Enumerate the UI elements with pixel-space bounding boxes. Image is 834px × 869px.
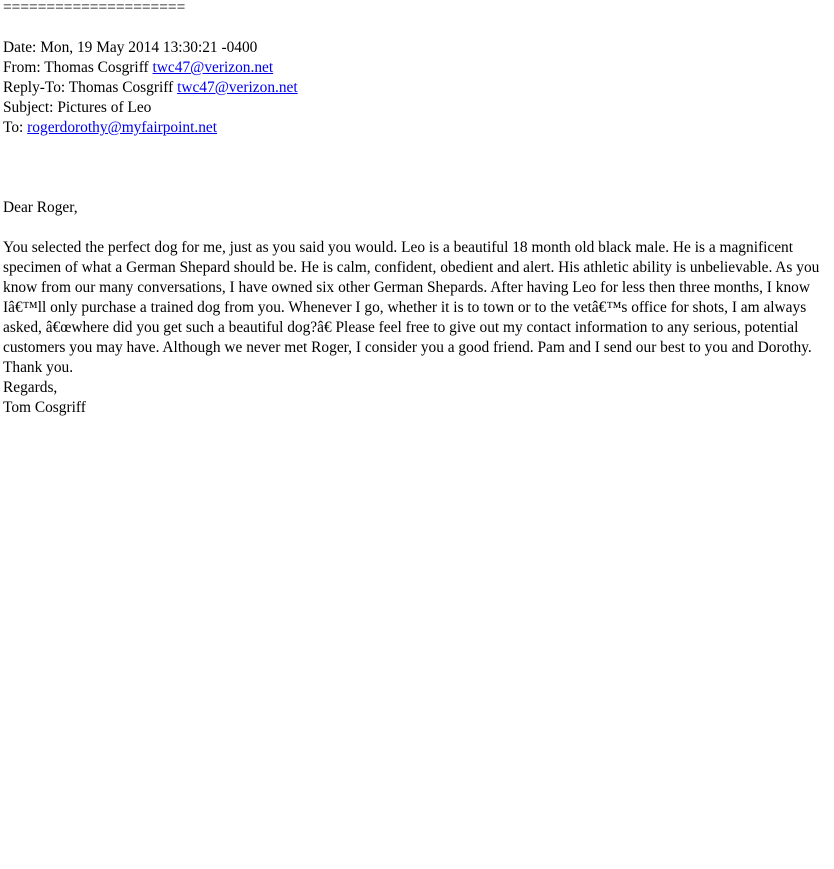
subject-value: Pictures of Leo bbox=[57, 99, 152, 116]
date-label: Date: bbox=[3, 39, 37, 56]
subject-label: Subject: bbox=[3, 99, 54, 116]
thanks-line: Thank you. bbox=[3, 359, 74, 376]
email-body bbox=[3, 198, 830, 418]
email-headers bbox=[3, 38, 830, 138]
separator-line: ===================== bbox=[3, 0, 186, 16]
reply-to-name: Thomas Cosgriff bbox=[68, 79, 174, 96]
from-email-link[interactable]: twc47@verizon.net bbox=[152, 59, 274, 76]
date-value: Mon, 19 May 2014 13:30:21 -0400 bbox=[40, 39, 258, 56]
greeting: Dear Roger, bbox=[3, 199, 78, 216]
from-name: Thomas Cosgriff bbox=[44, 59, 149, 76]
subject-header bbox=[3, 98, 830, 118]
to-label: To: bbox=[3, 119, 24, 136]
from-label: From: bbox=[3, 59, 41, 76]
to-header bbox=[3, 118, 830, 138]
signature: Tom Cosgriff bbox=[3, 399, 86, 416]
to-email-link[interactable]: rogerdorothy@myfairpoint.net bbox=[27, 119, 218, 136]
reply-to-header bbox=[3, 78, 830, 98]
reply-to-label: Reply-To: bbox=[3, 79, 66, 96]
reply-to-email-link[interactable]: twc47@verizon.net bbox=[177, 79, 298, 96]
from-header bbox=[3, 58, 830, 78]
date-header bbox=[3, 38, 830, 58]
header-body-gap bbox=[3, 138, 830, 198]
email-view bbox=[0, 0, 834, 418]
body-paragraph: You selected the perfect dog for me, just as you said you would. Leo is a beautiful 18 month old black male. He is a magnificent specimen of what a German Shepard should be. He is calm, confident, obedient and alert. His athletic ability is unbelievable. As you know from our many conversations, I have owned six other German Shepards. After having Leo for less then three months, I know Iâ€™ll only purchase a trained dog from you. Whenever I go, whether it is to town or to the vetâ€™s office for shots, I am always asked, â€œwhere did you get such a beautiful dog?â€ Please feel free to give out my contact information to any serious, potential customers you may have. Although we never met Roger, I consider you a good friend. Pam and I send our best to you and Dorothy. bbox=[3, 239, 820, 356]
closing-line: Regards, bbox=[3, 379, 58, 396]
paragraph-gap bbox=[3, 218, 830, 238]
